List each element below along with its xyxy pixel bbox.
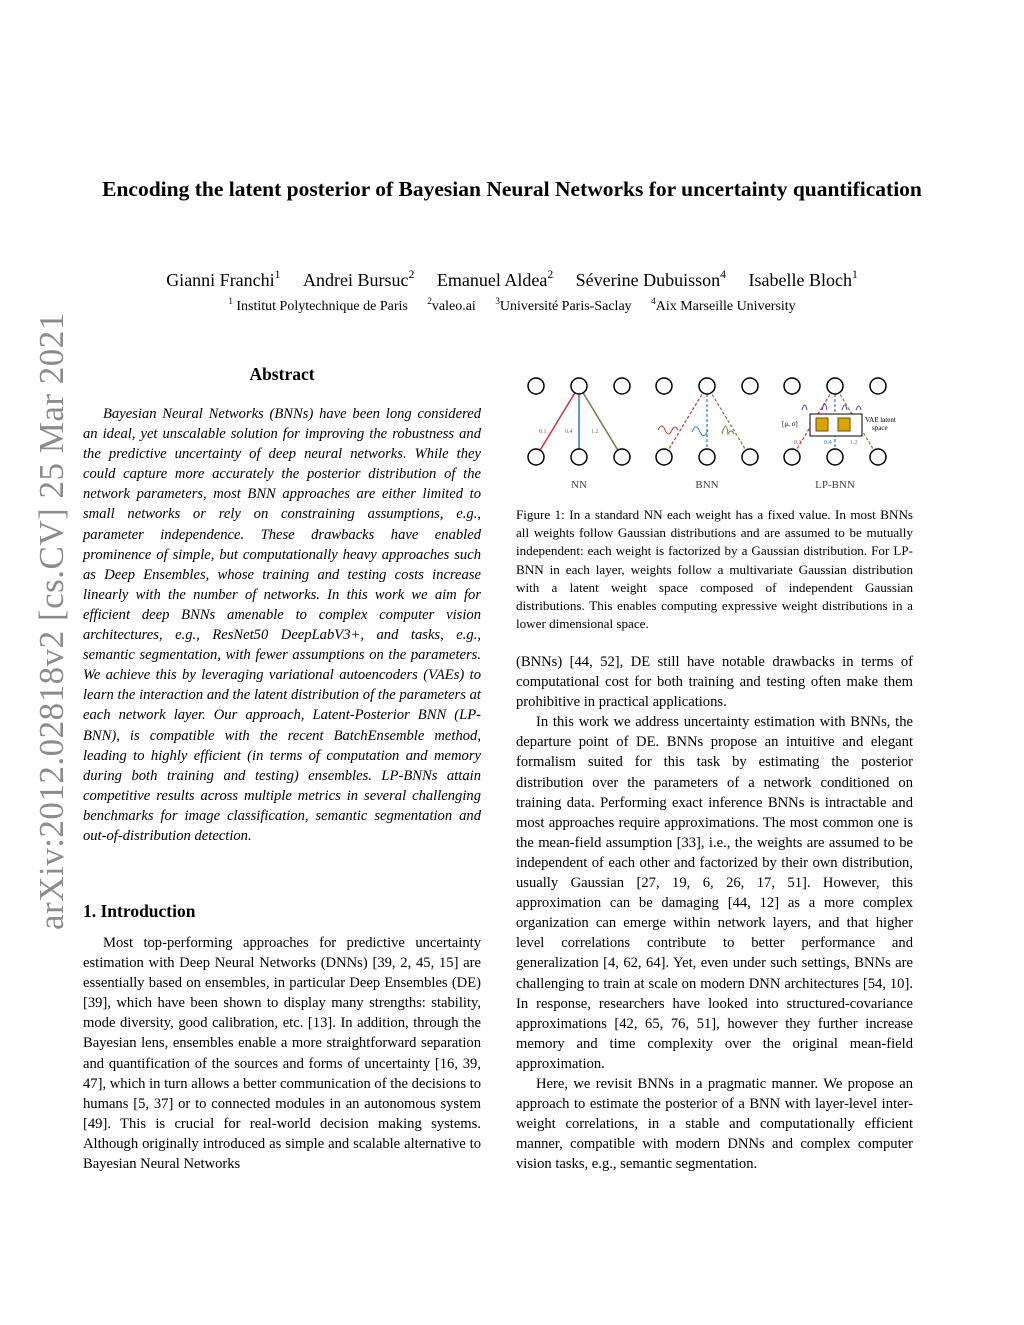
nn-diagram: [528, 378, 630, 491]
author: Andrei Bursuc$^2$: [303, 268, 415, 290]
affiliation: $^4$Aix Marseille University: [651, 295, 796, 314]
affiliation: $^3$Université Paris-Saclay: [495, 295, 632, 314]
figure-1-caption: Figure 1: In a standard NN each weight has a fixed value. In most BNNs all weights follow Gaussian distributions and are assumed to be mutually independent: each weight is factorized by a Gaussian distribution. For LP-BNN in each layer, weights follow a multivariate Gaussian distribution with a latent weight space composed of independent Gaussian distributions. This enables computing expressive weight distributions in a lower dimensional space.: [516, 507, 913, 632]
weight-label: 0.4: [565, 429, 573, 435]
bnn-diagram: [656, 378, 758, 491]
mu-sigma-label: [μ, σ]: [782, 420, 798, 428]
weight-label: 1.2: [850, 440, 858, 446]
paper-title: Encoding the latent posterior of Bayesian Neural Networks for uncertainty quantification: [102, 177, 922, 201]
introduction-text: Most top-performing approaches for predictive uncertainty estimation with Deep Neural Networks (DNNs) [39, 2, 45, 15] are essentially based on ensembles, in particular Deep Ensembles (DE) [39], which have been shown to display many strengths: stability, mode diversity, good calibration, etc. [13]. In addition, through the Bayesian lens, ensembles enable a more straightforward separation and quantification of the sources and forms of uncertainty [16, 39, 47], which in turn allows a better communication of the decisions to humans [5, 37] or to connected modules in an autonomous system [49]. This is crucial for real-world decision making systems. Although originally introduced as simple and scalable alternative to Bayesian Neural Networks: [83, 935, 481, 1173]
figure-1: [516, 370, 916, 500]
weight-label: 0.1: [794, 440, 802, 446]
affiliation-list: [60, 297, 964, 317]
introduction-heading: 1. Introduction: [83, 901, 196, 921]
affiliation: $^2$valeo.ai: [427, 295, 476, 314]
right-column-text: [516, 652, 913, 1174]
vae-label: space: [872, 424, 888, 432]
weight-label: 1.2: [591, 429, 599, 435]
author: Isabelle Bloch$^1$: [748, 268, 858, 290]
arxiv-identifier[interactable]: arXiv:2012.02818v2 [cs.CV] 25 Mar 2021: [32, 312, 71, 930]
figure-label-bnn: BNN: [695, 479, 719, 491]
lpbnn-diagram: [782, 378, 896, 491]
author: Gianni Franchi$^1$: [166, 268, 281, 290]
weight-label: 0.1: [539, 429, 547, 435]
author: Emanuel Aldea$^2$: [436, 268, 554, 290]
author: Séverine Dubuisson$^4$: [575, 268, 726, 290]
paragraph: Here, we revisit BNNs in a pragmatic manner. We propose an approach to estimate the posterior of a BNN with layer-level inter-weight correlations, in a stable and computationally efficient manner, compatible with modern DNNs and complex computer vision tasks, e.g., semantic segmentation.: [516, 1075, 913, 1173]
figure-label-lpbnn: LP-BNN: [815, 479, 855, 491]
weight-label: 0.4: [824, 440, 832, 446]
abstract-heading: Abstract: [249, 364, 315, 384]
paragraph: (BNNs) [44, 52], DE still have notable drawbacks in terms of computational cost for both training and testing often make them prohibitive in practical applications.: [516, 654, 913, 711]
paragraph: In this work we address uncertainty estimation with BNNs, the departure point of DE. BNNs propose an intuitive and elegant formalism suited for this task by estimating the posterior distribution over the parameters of a network conditioned on training data. Performing exact inference BNNs is intractable and most approaches require approximations. The most common one is the mean-field assumption [33], i.e., the weights are assumed to be independent of each other and factorized by their own distribution, usually Gaussian [27, 19, 6, 26, 17, 51]. However, this approximation can be damaging [44, 12] as a more complex organization can emerge within network layers, and that higher level correlations contribute to better performance and generalization [4, 62, 64]. Yet, even under such settings, BNNs are challenging to train at scale on modern DNN architectures [54, 10]. In response, researchers have looked into structured-covariance approximations [42, 65, 76, 51], however they further increase memory and time complexity over the original mean-field approximation.: [516, 714, 913, 1072]
affiliation: $^1$ Institut Polytechnique de Paris: [228, 295, 408, 314]
vae-label: VAE latent: [865, 416, 896, 424]
figure-label-nn: NN: [571, 479, 587, 491]
author-list: [60, 268, 964, 292]
abstract-text: Bayesian Neural Networks (BNNs) have been long considered an ideal, yet unscalable solution for improving the robustness and the predictive uncertainty of deep neural networks. While they could capture more accurately the posterior distribution of the network parameters, most BNN approaches are either limited to small networks or rely on constraining assumptions, e.g., parameter independence. These drawbacks have enabled prominence of simple, but computationally heavy approaches such as Deep Ensembles, whose training and testing costs increase linearly with the number of networks. In this work we aim for efficient deep BNNs amenable to complex computer vision architectures, e.g., ResNet50 DeepLabV3+, and tasks, e.g., semantic segmentation, with fewer assumptions on the parameters. We achieve this by leveraging variational autoencoders (VAEs) to learn the interaction and the latent distribution of the parameters at each network layer. Our approach, Latent-Posterior BNN (LP-BNN), is compatible with the recent BatchEnsemble method, leading to highly efficient (in terms of computation and memory during both training and testing) ensembles. LP-BNNs attain competitive results across multiple metrics in several challenging benchmarks for image classification, semantic segmentation and out-of-distribution detection.: [83, 406, 481, 844]
